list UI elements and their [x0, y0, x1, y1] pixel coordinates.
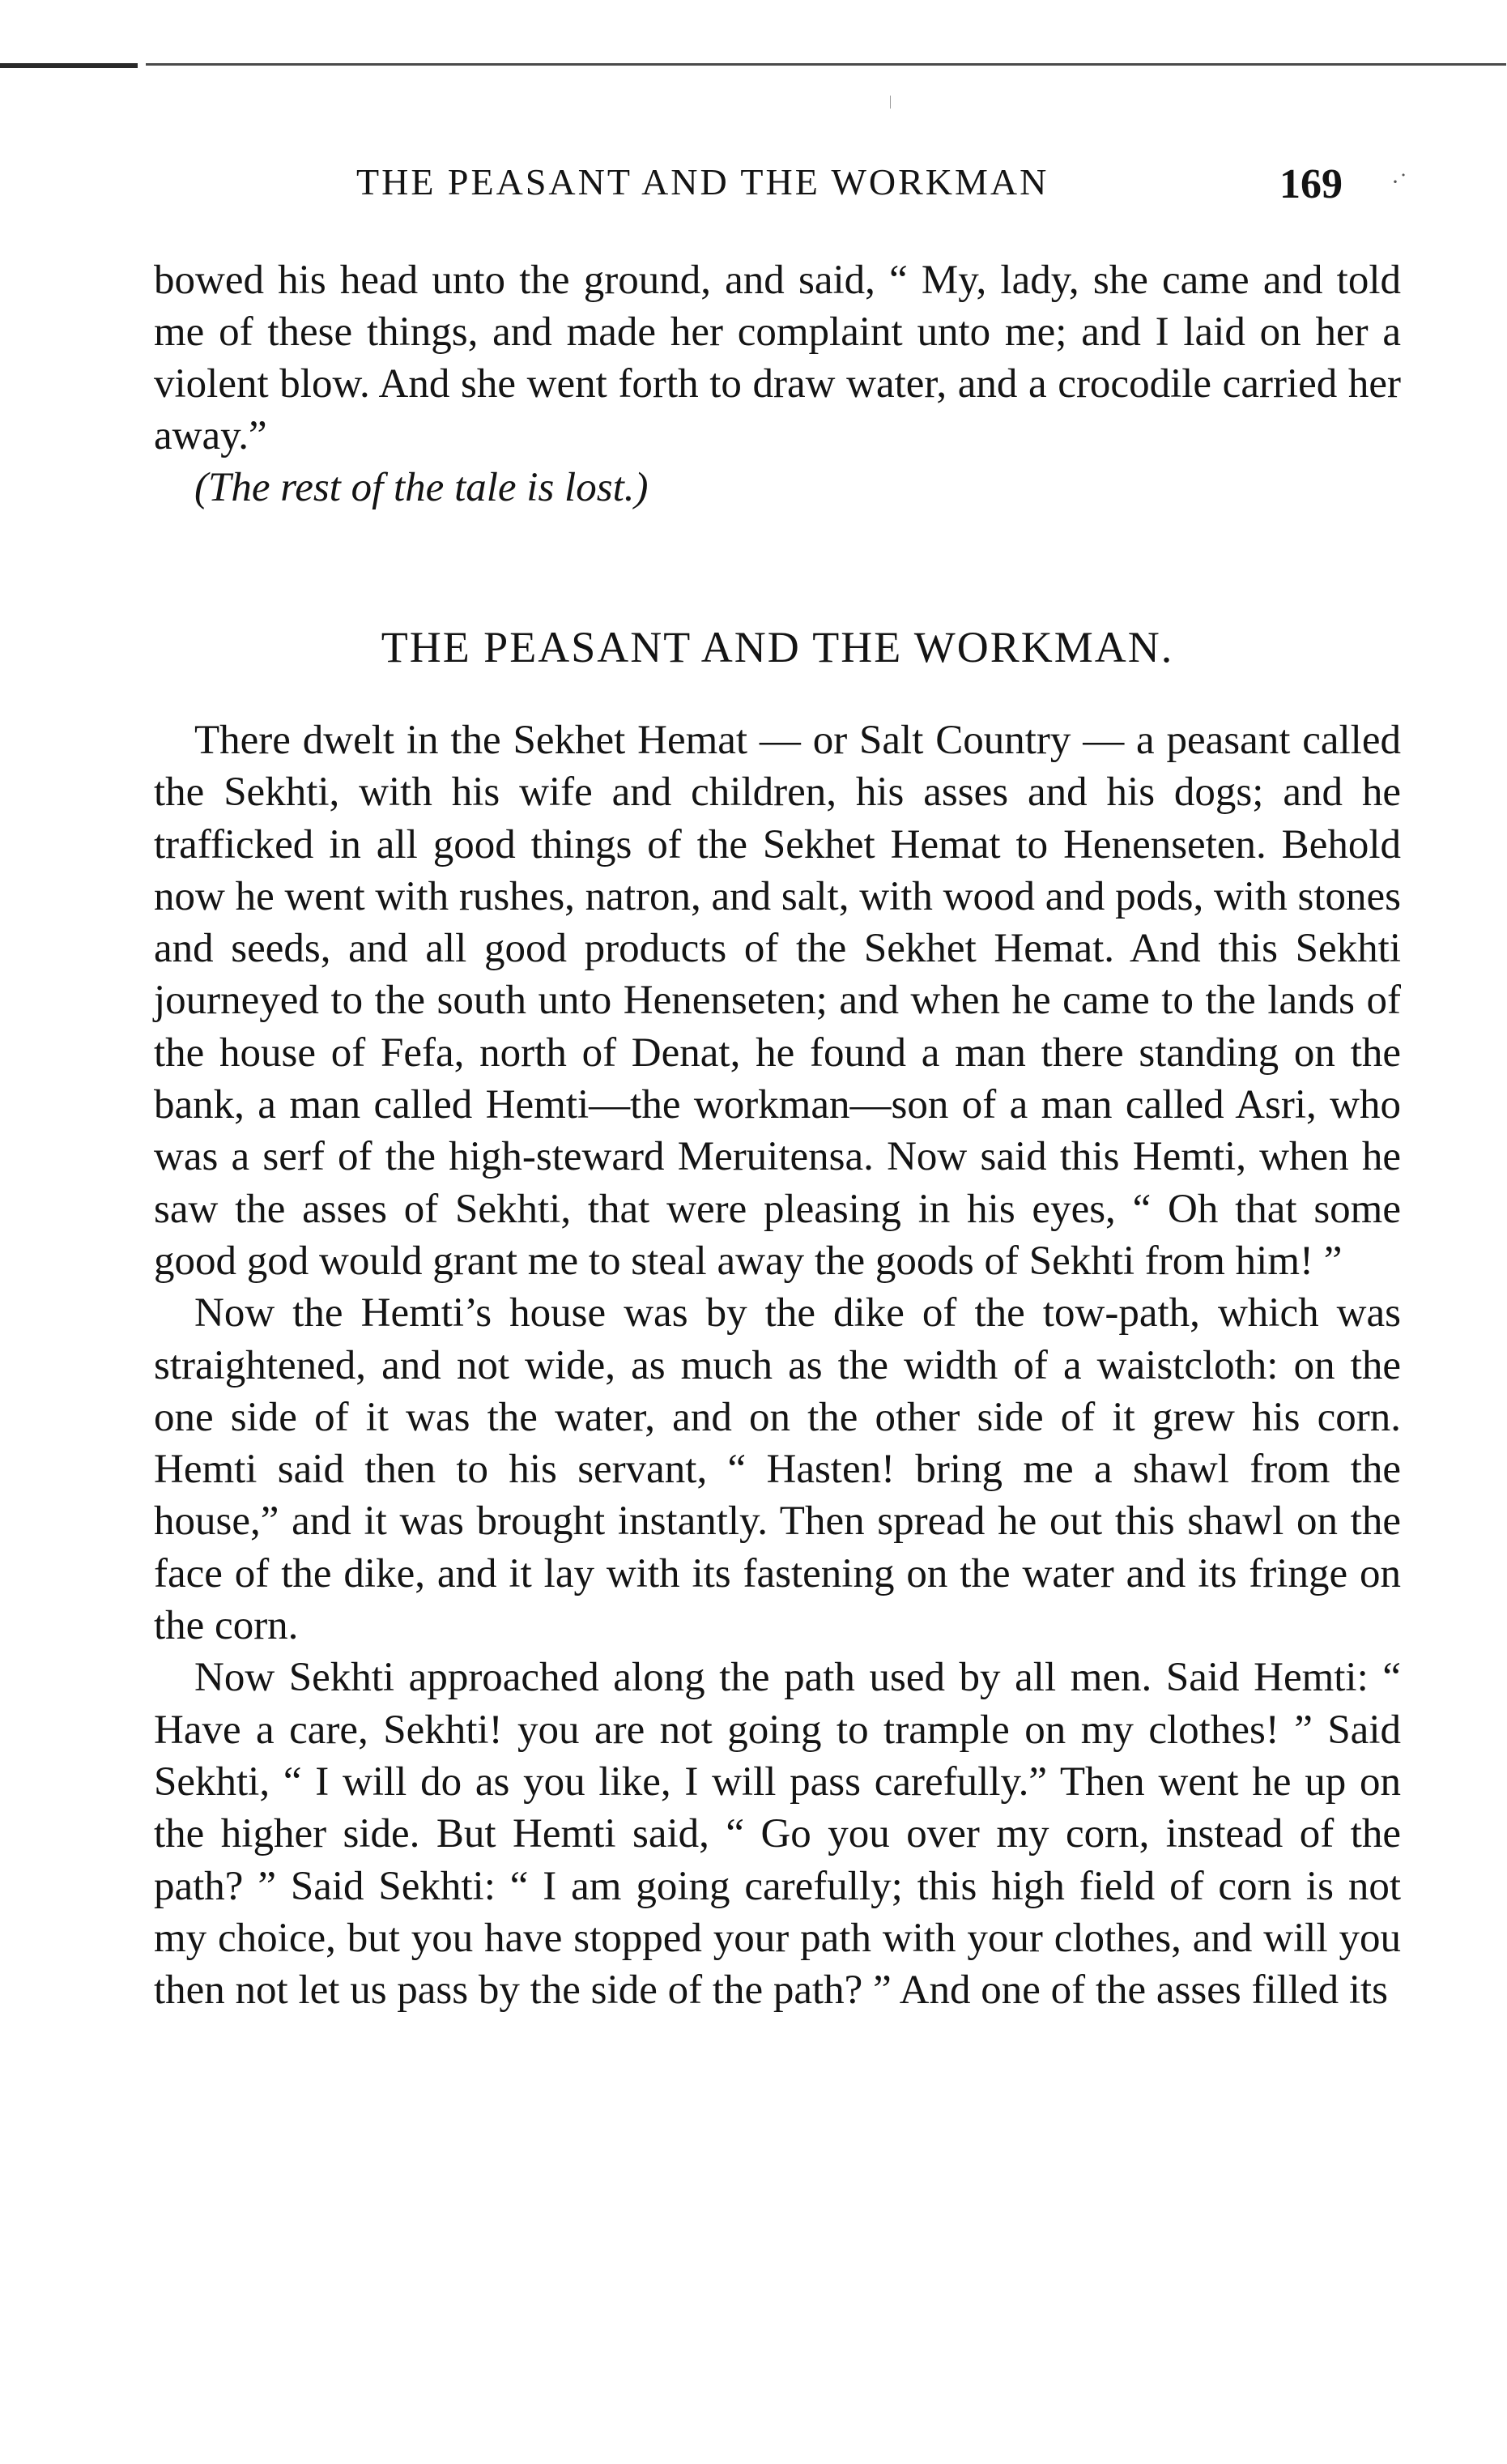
tale-body [154, 714, 1401, 2016]
running-head [154, 160, 1401, 212]
scan-edge-mark [0, 63, 138, 68]
scan-speck [890, 96, 891, 109]
margin-mark: ·˙ [1391, 168, 1407, 195]
top-rule [146, 63, 1506, 66]
paragraph: There dwelt in the Sekhet Hemat — or Salt Country — a peasant called the Sekhti, with his wife and children, his asses and his dogs; and he trafficked in all good things of the Sekhet Hemat to Henenseten. Behold now he went with rushes, natron, and salt, with wood and pods, with stones and seeds, and all good products of the Sekhet Hemat. And this Sekhti journeyed to the south unto Henenseten; and when he came to the lands of the house of Fefa, north of Denat, he found a man there standing on the bank, a man called Hemti—the workman—son of a man called Asri, who was a serf of the high-steward Meruitensa. Now said this Hemti, when he saw the asses of Sekhti, that were pleasing in his eyes, “ Oh that some good god would grant me to steal away the goods of Sekhti from him! ” [154, 718, 1401, 1284]
paragraph: Now Sekhti approached along the path used by all men. Said Hemti: “ Have a care, Sekhti! you are not going to trample on my clothes! ” Said Sekhti, “ I will do as you like, I will pass carefully.” Then went he up on the higher side. But Hemti said, “ Go you over my corn, instead of the path? ” Said Sekhti: “ I am going carefully; this high field of corn is not my choice, but you have stopped your path with your clothes, and will you then not let us pass by the side of the path? ” And one of the asses filled its [154, 1655, 1401, 2014]
section-title: THE PEASANT AND THE WORKMAN. [381, 623, 1174, 671]
previous-tale-ending [154, 254, 1401, 514]
paragraph: Now the Hemti’s house was by the dike of the tow-path, which was straightened, and not wide, as much as the width of a waistcloth: on the one side of it was the water, and on the other side of it grew his corn. Hemti said then to his servant, “ Hasten! bring me a shawl from the house,” and it was brought instantly. Then spread he out this shawl on the face of the dike, and it lay with its fastening on the water and its fringe on the corn. [154, 1290, 1401, 1649]
lost-note: (The rest of the tale is lost.) [194, 465, 649, 510]
page-number: 169 [1279, 161, 1343, 207]
running-title: THE PEASANT AND THE WORKMAN [356, 161, 1049, 202]
closing-paragraph: bowed his head unto the ground, and said, “ My, lady, she came and told me of these things, and made her complaint unto me; and I laid on her a violent blow. And she went forth to draw water, and a crocodile carried her away.” [154, 258, 1401, 458]
